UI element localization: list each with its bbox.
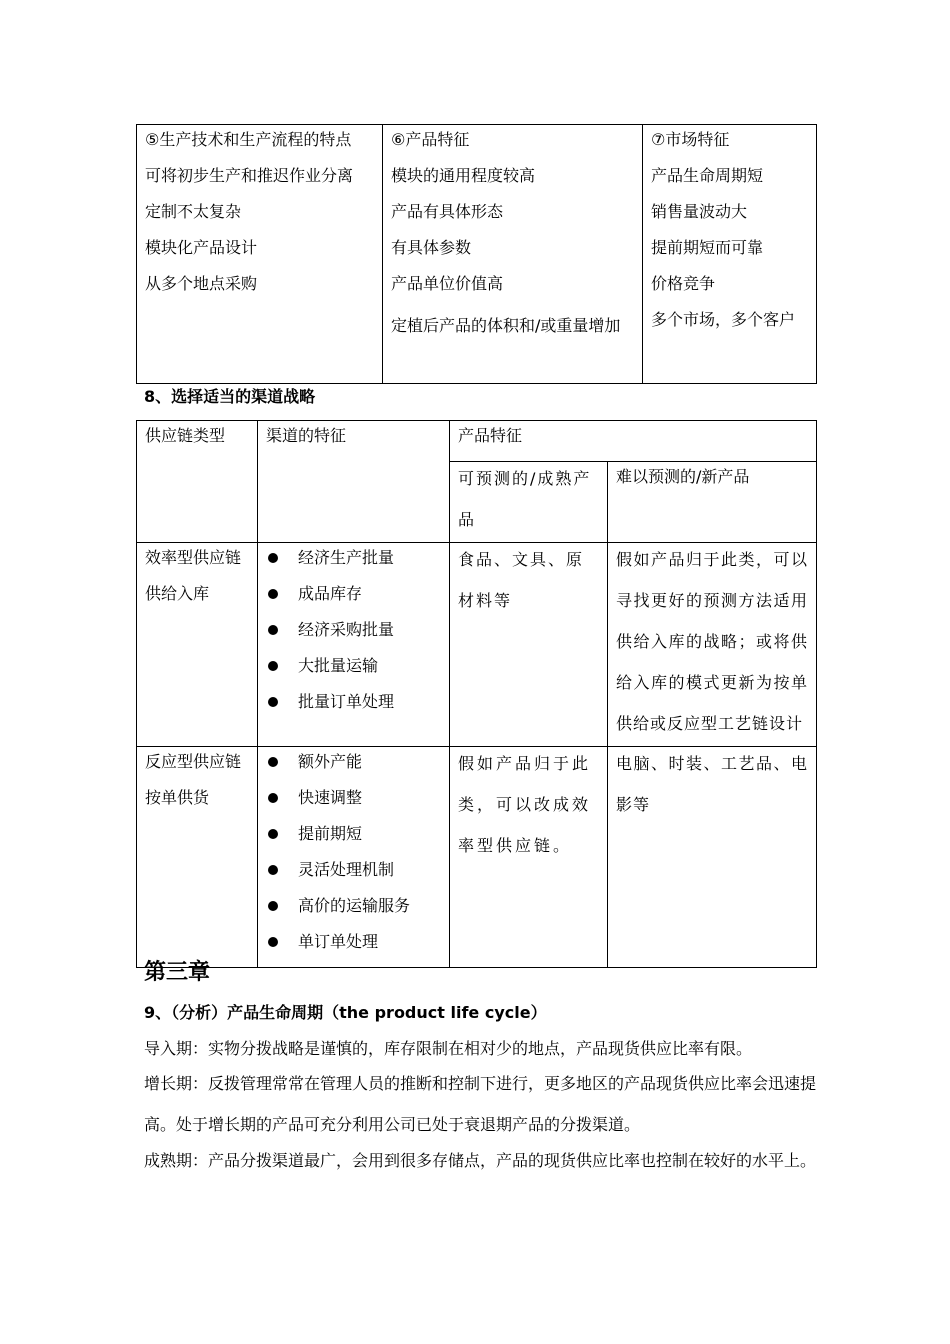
production-item: 从多个地点采购 <box>145 274 258 293</box>
list-item: 灵活处理机制 <box>266 857 441 893</box>
efficient-predictable-cell: 食品、文具、原材料等 <box>450 543 608 747</box>
product-header: ⑥产品特征 <box>391 130 470 149</box>
list-item: 高价的运输服务 <box>266 893 441 929</box>
responsive-channel-features <box>258 747 450 968</box>
bullet-icon <box>268 793 278 803</box>
market-header: ⑦市场特征 <box>651 130 730 149</box>
channel-strategy-table <box>136 420 817 968</box>
bullet-icon <box>268 697 278 707</box>
list-item: 经济采购批量 <box>266 617 441 653</box>
production-header: ⑤生产技术和生产流程的特点 <box>145 130 352 149</box>
product-item: 模块的通用程度较高 <box>391 166 536 185</box>
responsive-unpredictable-cell: 电脑、时装、工艺品、电影等 <box>608 747 817 968</box>
product-characteristics-cell <box>383 125 643 384</box>
characteristics-table <box>136 124 817 384</box>
responsive-predictable-cell: 假如产品归于此类，可以改成效率型供应链。 <box>450 747 608 968</box>
production-item: 模块化产品设计 <box>145 238 258 257</box>
product-characteristics-header: 产品特征 <box>450 421 817 462</box>
product-item: 产品有具体形态 <box>391 202 504 221</box>
chapter-title: 第三章 <box>144 960 211 985</box>
efficient-supply-chain-cell: 效率型供应链 供给入库 <box>137 543 258 747</box>
list-item: 大批量运输 <box>266 653 441 689</box>
production-characteristics-cell <box>137 125 383 384</box>
responsive-supply-chain-cell: 反应型供应链 按单供货 <box>137 747 258 968</box>
paragraph-introduction: 导入期：实物分拨战略是谨慎的，库存限制在相对少的地点，产品现货供应比率有限。 <box>144 1039 753 1058</box>
bullet-icon <box>268 829 278 839</box>
bullet-icon <box>268 901 278 911</box>
production-item: 可将初步生产和推迟作业分离 <box>145 166 354 185</box>
section-9-heading: 9、（分析）产品生命周期（the product life cycle） <box>144 1003 547 1022</box>
product-item: 定植后产品的体积和/或重量增加 <box>391 316 621 335</box>
bullet-icon <box>268 661 278 671</box>
predictable-product-header: 可预测的/成熟产品 <box>450 462 608 543</box>
bullet-icon <box>268 757 278 767</box>
bullet-icon <box>268 589 278 599</box>
paragraph-maturity: 成熟期：产品分拨渠道最广，会用到很多存储点，产品的现货供应比率也控制在较好的水平上。 <box>144 1151 817 1170</box>
market-item: 提前期短而可靠 <box>651 238 764 257</box>
production-item: 定制不太复杂 <box>145 202 242 221</box>
list-item: 成品库存 <box>266 581 441 617</box>
supply-chain-type-header: 供应链类型 <box>137 421 258 543</box>
list-item: 单订单处理 <box>266 929 441 965</box>
list-item: 批量订单处理 <box>266 689 441 725</box>
bullet-icon <box>268 865 278 875</box>
efficient-unpredictable-cell: 假如产品归于此类，可以寻找更好的预测方法适用供给入库的战略；或将供给入库的模式更新为按单供给或反应型工艺链设计 <box>608 543 817 747</box>
list-item: 快速调整 <box>266 785 441 821</box>
section-8-heading: 8、选择适当的渠道战略 <box>144 387 316 406</box>
product-item: 产品单位价值高 <box>391 274 504 293</box>
market-characteristics-cell <box>643 125 817 384</box>
bullet-icon <box>268 625 278 635</box>
paragraph-growth: 增长期：反拨管理常常在管理人员的推断和控制下进行，更多地区的产品现货供应比率会迅速提高。处于增长期的产品可充分利用公司已处于衰退期产品的分拨渠道。 <box>144 1074 817 1134</box>
market-item: 价格竞争 <box>651 274 716 293</box>
list-item: 提前期短 <box>266 821 441 857</box>
market-item: 产品生命周期短 <box>651 166 764 185</box>
market-item: 销售量波动大 <box>651 202 748 221</box>
list-item: 经济生产批量 <box>266 545 441 581</box>
list-item: 额外产能 <box>266 749 441 785</box>
channel-characteristics-header: 渠道的特征 <box>258 421 450 543</box>
efficient-channel-features <box>258 543 450 747</box>
bullet-icon <box>268 553 278 563</box>
bullet-icon <box>268 937 278 947</box>
unpredictable-product-header: 难以预测的/新产品 <box>608 462 817 543</box>
market-item: 多个市场，多个客户 <box>651 310 796 329</box>
product-item: 有具体参数 <box>391 238 472 257</box>
